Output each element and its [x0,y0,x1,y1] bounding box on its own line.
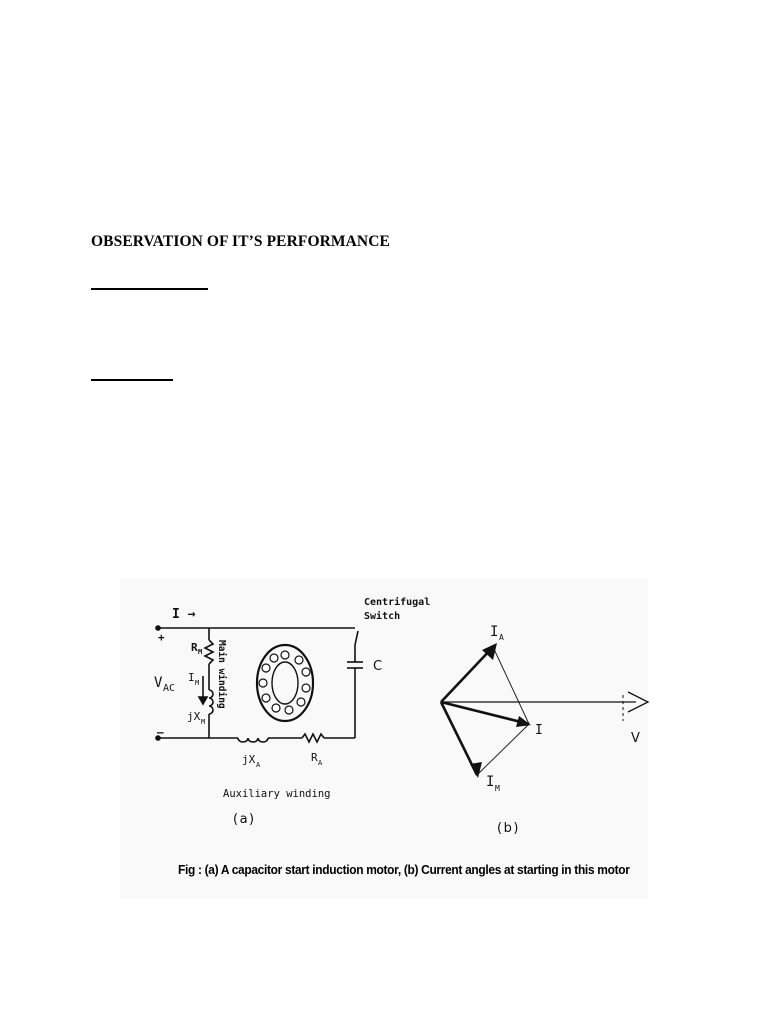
ia-label: I [490,624,499,640]
main-inductor [209,690,213,714]
voltage-label: V [154,675,163,691]
r-main-label: R [191,641,198,654]
section-heading: OBSERVATION OF IT’S PERFORMANCE [91,233,390,250]
x-main-sub: M [201,718,206,726]
i-main-sub: M [195,679,200,687]
switch-label-line2: Switch [364,611,401,622]
aux-winding-label: Auxiliary winding [223,788,331,800]
aux-inductor [238,738,268,742]
plus-terminal [156,626,160,630]
x-aux-label: jX [242,753,256,766]
current-label: I → [172,607,196,622]
i-phasor [441,702,529,724]
main-winding-label: Main winding [216,640,227,709]
r-aux-sub: A [318,759,323,767]
part-b-label: (b) [497,821,520,836]
im-arrowhead [470,762,482,778]
ia-phasor [441,647,493,702]
im-arrow-head [199,697,207,704]
centrifugal-switch [355,631,358,645]
part-a-label: (a) [233,812,256,827]
rotor-inner [272,662,298,704]
i-label: I [535,723,543,738]
plus-label: + [158,631,165,644]
i-arrowhead [516,716,531,727]
r-main-sub: M [198,648,203,656]
capacitor-label: C [373,659,383,674]
aux-resistor [302,734,324,742]
voltage-sub: AC [163,683,176,694]
main-resistor [205,640,213,664]
x-main-label: jX [187,710,201,723]
r-aux-label: R [311,751,318,764]
ia-sub: A [499,633,504,642]
im-label: I [486,774,495,790]
phasor-diagram [441,647,648,775]
i-main-label: I [188,671,195,684]
parallelogram-bottom [477,724,529,775]
x-aux-sub: A [256,761,261,769]
figure-caption: Fig : (a) A capacitor start induction motor, (b) Current angles at starting in this motor [178,862,630,877]
minus-label: – [157,726,164,739]
v-label: V [631,731,640,746]
im-sub: M [495,784,500,793]
switch-label-line1: Centrifugal [364,597,431,608]
parallelogram-top [493,647,529,724]
